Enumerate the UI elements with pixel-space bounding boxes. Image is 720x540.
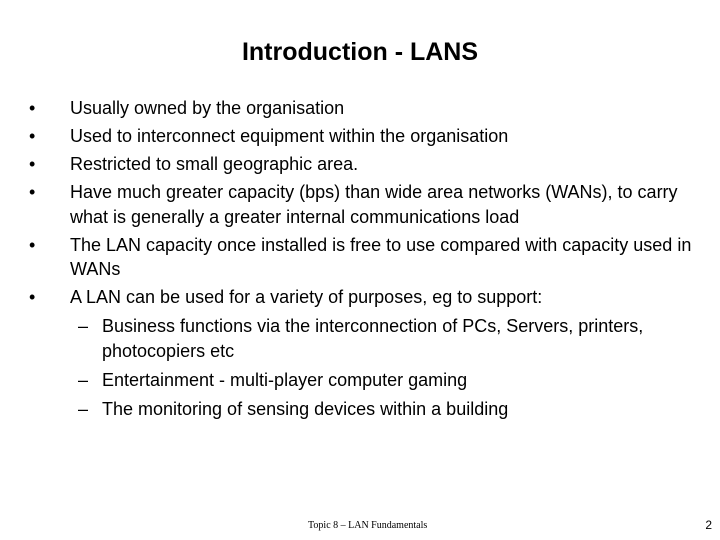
bullet-icon: • (29, 126, 36, 146)
sub-bullet-item (0, 314, 720, 363)
dash-icon: – (78, 369, 89, 390)
sub-bullet-text: The monitoring of sensing devices within a building (102, 398, 509, 419)
bullet-icon: • (29, 154, 36, 174)
bullet-list (0, 96, 720, 421)
bullet-icon: • (29, 234, 36, 255)
sub-bullet-item (0, 397, 720, 422)
bullet-text: A LAN can be used for a variety of purposes, eg to support: (70, 287, 543, 307)
bullet-icon: • (29, 182, 36, 202)
bullet-text: Restricted to small geographic area. (70, 154, 359, 174)
dash-icon: – (78, 316, 89, 336)
bullet-item (0, 180, 720, 229)
bullet-item (0, 124, 720, 149)
bullet-text: Used to interconnect equipment within the organisation (70, 126, 509, 146)
page-number: 2 (705, 518, 712, 532)
bullet-item (0, 96, 720, 121)
bullet-item (0, 233, 720, 282)
bullet-text: Have much greater capacity (bps) than wide area networks (WANs), to carry what is generally a greater internal communications load (70, 182, 678, 227)
bullet-icon: • (29, 287, 36, 307)
bullet-icon: • (29, 98, 36, 118)
bullet-item (0, 285, 720, 310)
sub-bullet-text: Business functions via the interconnection of PCs, Servers, printers, photocopiers etc (102, 316, 644, 361)
slide-footer: Topic 8 – LAN Fundamentals (308, 520, 428, 531)
sub-bullet-text: Entertainment - multi-player computer gaming (102, 369, 468, 390)
bullet-text: Usually owned by the organisation (70, 98, 345, 118)
slide-title: Introduction - LANS (241, 38, 479, 66)
bullet-item (0, 152, 720, 177)
dash-icon: – (78, 398, 89, 419)
sub-bullet-item (0, 368, 720, 393)
bullet-text: The LAN capacity once installed is free to use compared with capacity used in WANs (70, 234, 692, 279)
